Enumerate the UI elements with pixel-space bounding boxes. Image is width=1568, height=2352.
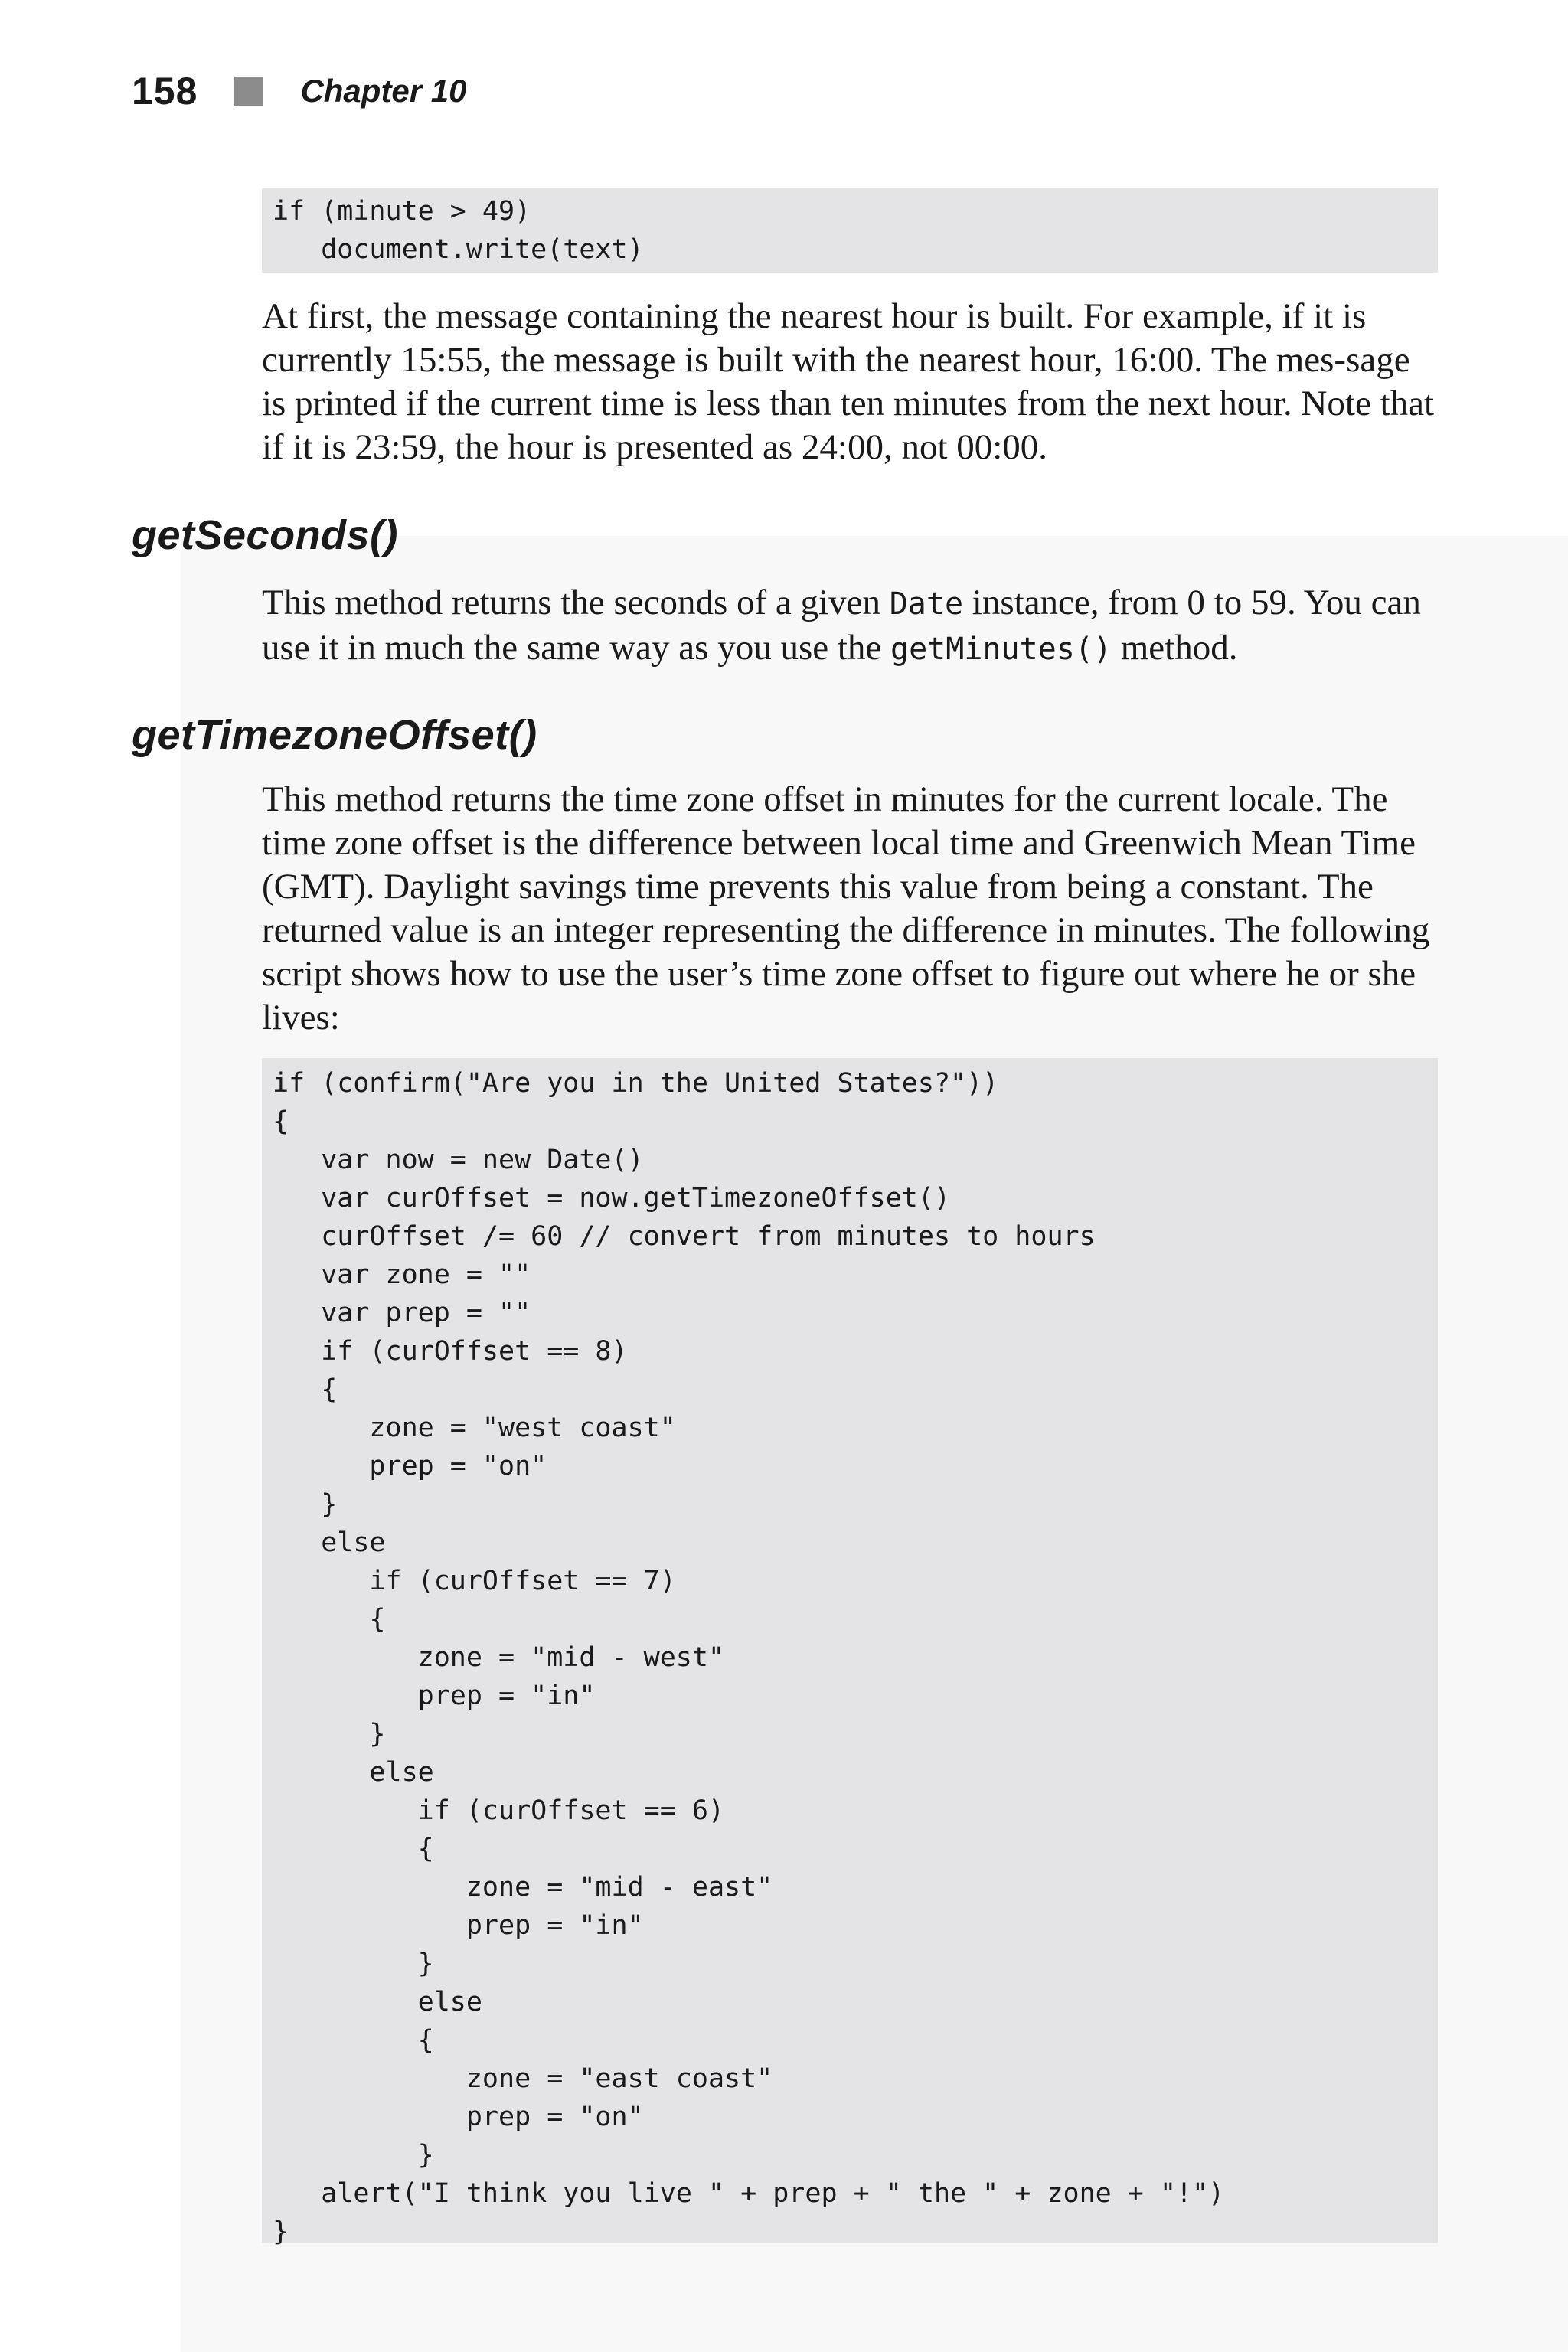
- paragraph-nearest-hour: At first, the message containing the nearest hour is built. For example, if it is currently 15:55, the message is built with the nearest hour, 16:00. The mes-sage is printed if the current time is less than ten minutes from the next hour. Note that if it is 23:59, the hour is presented as 24:00, not 00:00.: [262, 296, 1435, 467]
- code-line: var zone = "": [273, 1259, 531, 1290]
- code-line: if (curOffset == 8): [273, 1336, 628, 1367]
- paragraph-text: instance, from 0 to 59. You can use it in much the same way as you use the: [262, 583, 1421, 668]
- code-block-timezone: [262, 1058, 1438, 2247]
- paragraph-text: method.: [1112, 628, 1238, 668]
- code-line: }: [273, 1719, 386, 1749]
- code-line: if (curOffset == 6): [273, 1795, 725, 1826]
- code-line: var prep = "": [273, 1298, 531, 1328]
- code-line: {: [273, 1106, 289, 1137]
- page-header: [132, 64, 467, 118]
- header-square-icon: [234, 77, 263, 106]
- code-line: var curOffset = now.getTimezoneOffset(): [273, 1183, 951, 1214]
- paragraph-gettimezoneoffset: This method returns the time zone offset in minutes for the current locale. The time zone offset is the difference between local time and Greenwich Mean Time (GMT). Daylight savings time prevents this value from being a constant. The returned value is an integer representing the difference in minutes. The following script shows how to use the user’s time zone offset to figure out where he or she lives:: [262, 779, 1430, 1037]
- code-line: else: [273, 1757, 434, 1788]
- code-line: }: [273, 1949, 434, 1979]
- code-line: }: [273, 2216, 289, 2247]
- code-line: prep = "on": [273, 1451, 547, 1481]
- code-line: zone = "mid - east": [273, 1872, 773, 1903]
- code-line: }: [273, 2140, 434, 2171]
- code-line: var now = new Date(): [273, 1145, 644, 1175]
- code-line: if (curOffset == 7): [273, 1566, 676, 1596]
- code-line: curOffset /= 60 // convert from minutes to hours: [273, 1221, 1096, 1252]
- paragraph-text: This method returns the seconds of a given: [262, 583, 890, 622]
- code-line: zone = "mid - west": [273, 1642, 725, 1673]
- code-line: alert("I think you live " + prep + " the " + zone + "!"): [273, 2178, 1225, 2209]
- code-line: if (minute > 49): [273, 196, 531, 227]
- code-line: zone = "east coast": [273, 2063, 773, 2094]
- inline-code-getminutes: getMinutes(): [890, 632, 1112, 667]
- code-line: prep = "in": [273, 1910, 644, 1941]
- code-line: else: [273, 1987, 482, 2017]
- chapter-label: Chapter 10: [300, 73, 467, 109]
- heading-gettimezoneoffset: getTimezoneOffset(): [132, 712, 537, 758]
- code-line: {: [273, 1374, 338, 1405]
- code-block-top: [262, 188, 1438, 273]
- code-line: prep = "in": [273, 1681, 596, 1711]
- heading-getseconds: getSeconds(): [132, 512, 399, 558]
- code-line: if (confirm("Are you in the United States?")): [273, 1068, 999, 1099]
- code-line: {: [273, 2025, 434, 2056]
- code-line: document.write(text): [273, 234, 644, 265]
- page-number: 158: [132, 70, 198, 113]
- paragraph-getseconds: [262, 581, 1441, 671]
- code-line: else: [273, 1527, 386, 1558]
- code-line: zone = "west coast": [273, 1413, 676, 1443]
- inline-code-date: Date: [889, 586, 964, 622]
- code-line: prep = "on": [273, 2102, 644, 2132]
- code-line: {: [273, 1604, 386, 1635]
- code-line: }: [273, 1489, 338, 1520]
- code-line: {: [273, 1834, 434, 1864]
